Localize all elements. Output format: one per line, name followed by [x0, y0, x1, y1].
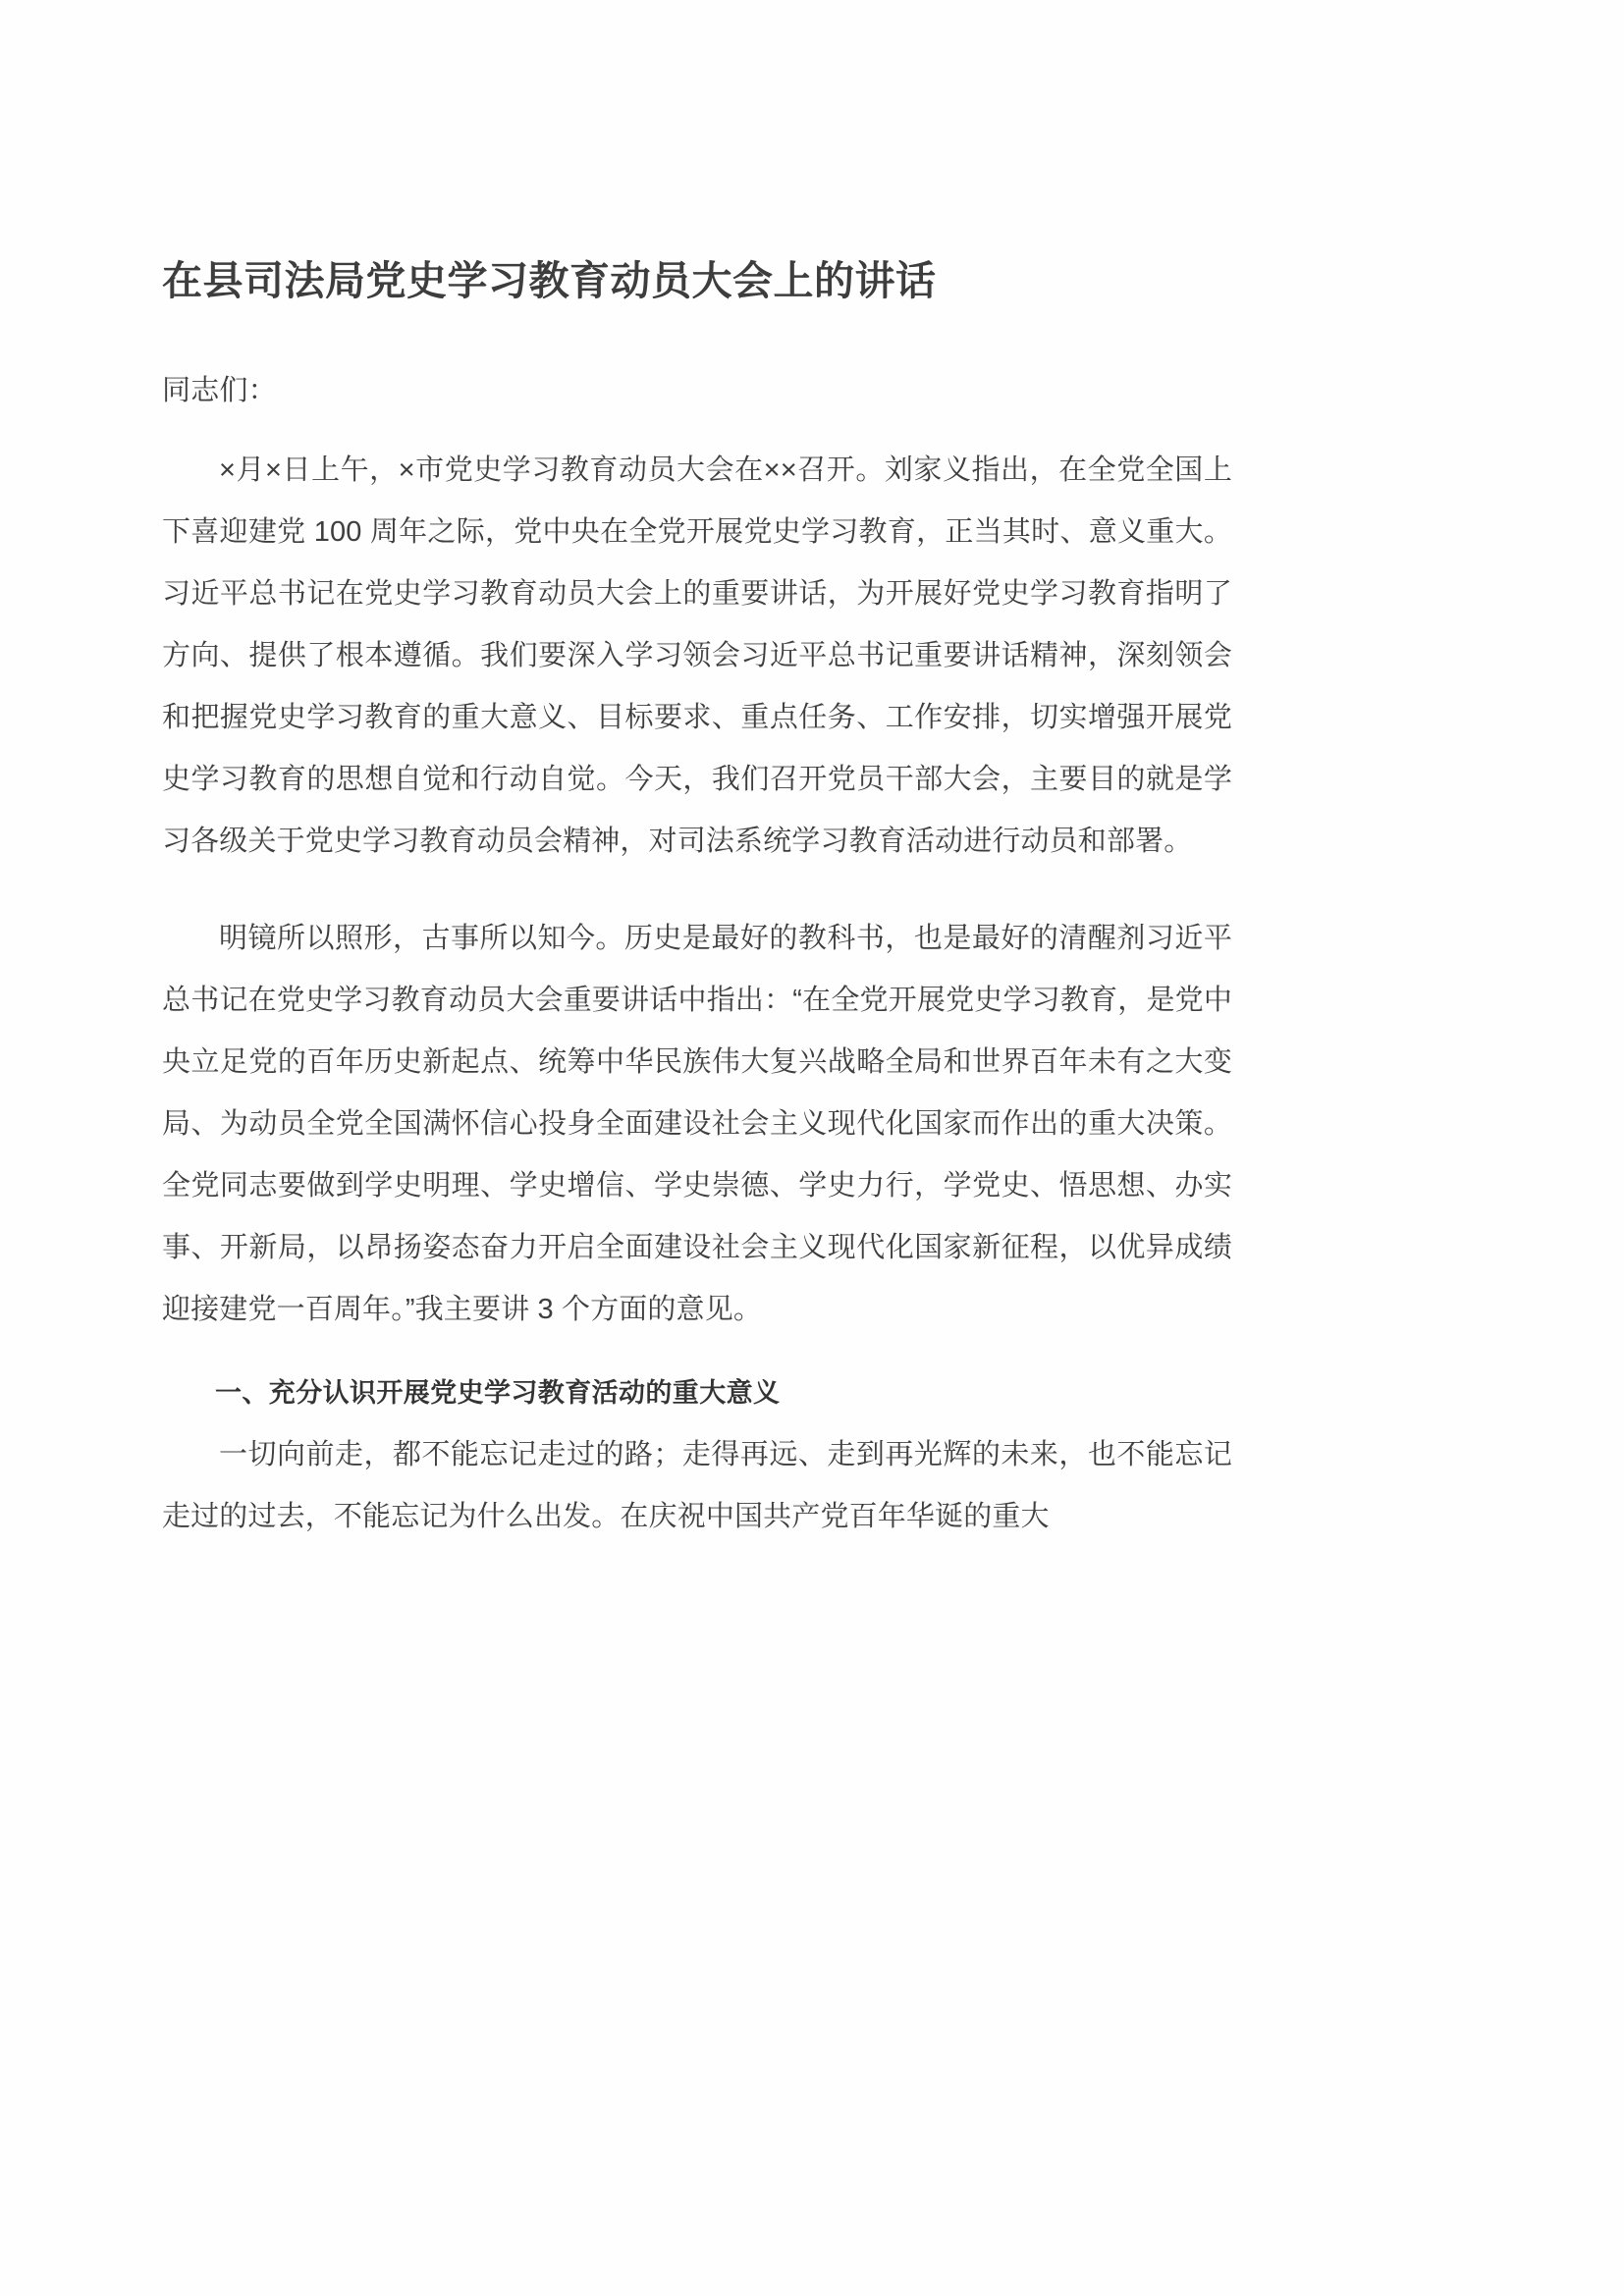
body-paragraph-3: 一切向前走，都不能忘记走过的路；走得再远、走到再光辉的未来，也不能忘记走过的过去，不能忘记为什么出发。在庆祝中国共产党百年华诞的重大: [162, 1439, 1232, 1533]
salutation-line: 同志们：: [162, 375, 277, 407]
section-heading-1: 一、充分认识开展党史学习教育活动的重大意义: [215, 1378, 781, 1409]
body-paragraph-1: ×月×日上午，×市党史学习教育动员大会在××召开。刘家义指出，在全党全国上下喜迎建党 100 周年之际，党中央在全党开展党史学习教育，正当其时、意义重大。习近平总书记在党史学习教育动员大会上的重要讲话，为开展好党史学习教育指明了方向、提供了根本遵循。我们要深入学习领会习近平总书记重要讲话精神，深刻领会和把握党史学习教育的重大意义、目标要求、重点任务、工作安排，切实增强开展党史学习教育的思想自觉和行动自觉。今天，我们召开党员干部大会，主要目的就是学习各级关于党史学习教育动员会精神，对司法系统学习教育活动进行动员和部署。: [162, 454, 1232, 858]
body-paragraph-2: 明镜所以照形，古事所以知今。历史是最好的教科书，也是最好的清醒剂习近平总书记在党史学习教育动员大会重要讲话中指出：“在全党开展党史学习教育，是党中央立足党的百年历史新起点、统筹中华民族伟大复兴战略全局和世界百年未有之大变局、为动员全党全国满怀信心投身全面建设社会主义现代化国家而作出的重大决策。全党同志要做到学史明理、学史增信、学史崇德、学史力行，学党史、悟思想、办实事、开新局，以昂扬姿态奋力开启全面建设社会主义现代化国家新征程，以优异成绩迎接建党一百周年。”我主要讲 3 个方面的意见。: [162, 923, 1232, 1326]
document-title: 在县司法局党史学习教育动员大会上的讲话: [162, 258, 937, 303]
document-content-column: [162, 0, 1242, 1548]
